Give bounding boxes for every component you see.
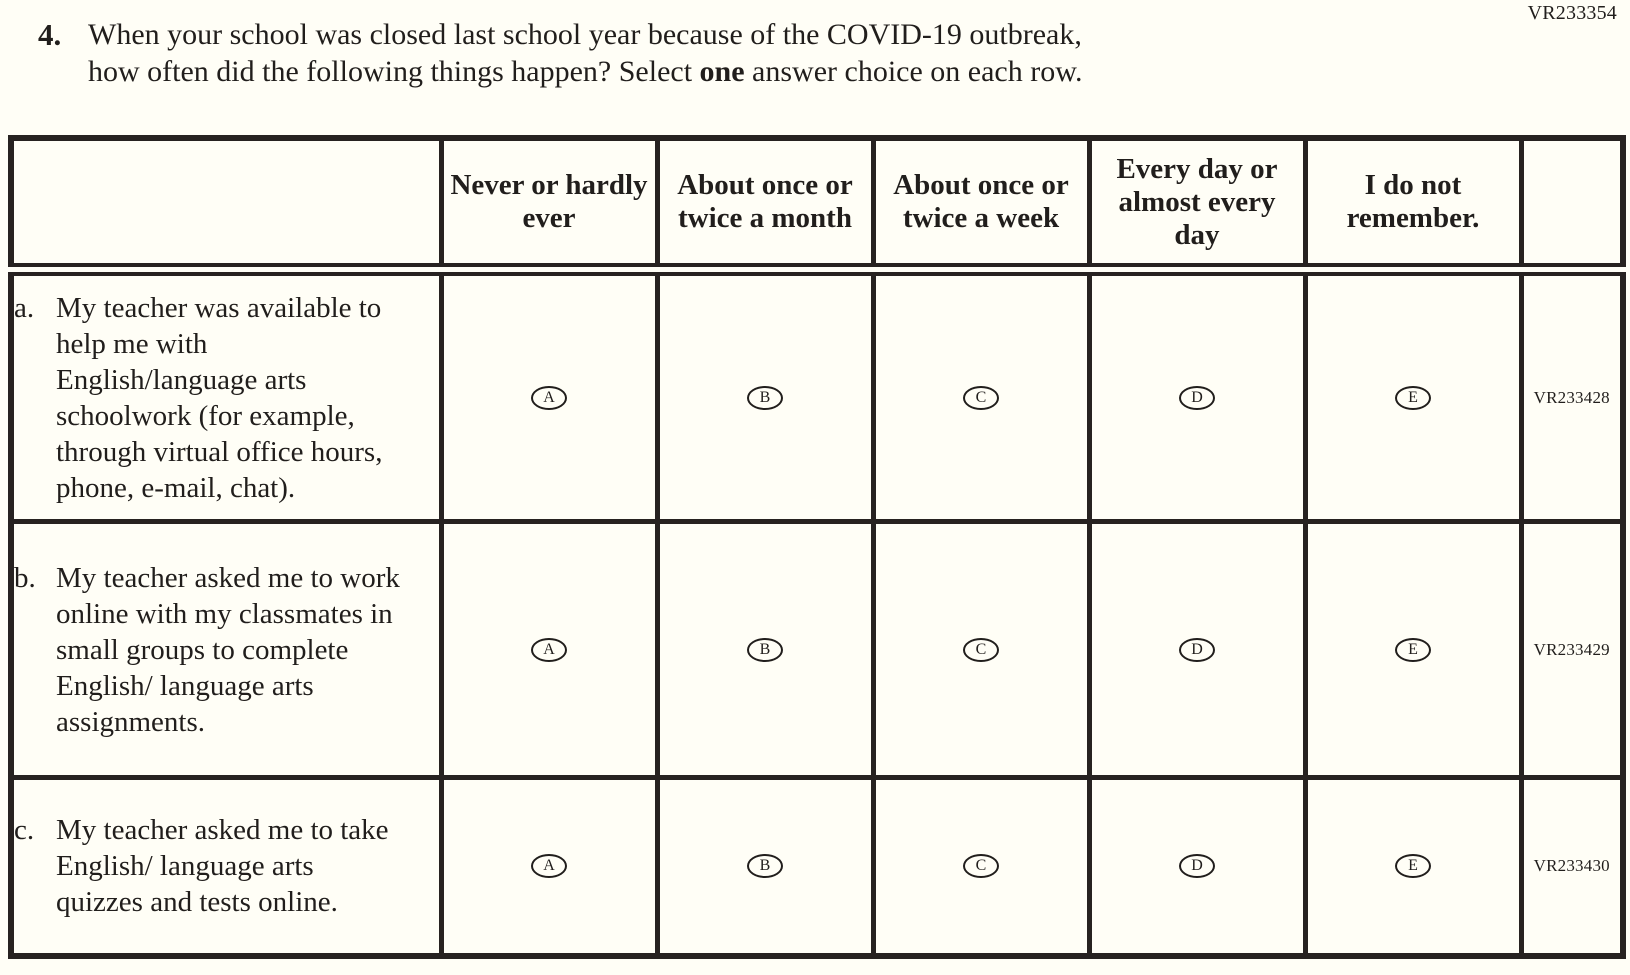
answer-bubble-b-E[interactable]: E	[1395, 638, 1431, 662]
row-stem-text: My teacher was available to help me with English/language arts schoolwork (for example, through virtual office hours, phone, e-mail, chat).	[56, 291, 383, 504]
question-number: 4.	[38, 17, 62, 52]
answer-bubble-c-E[interactable]: E	[1395, 854, 1431, 878]
row-stem-a	[11, 270, 441, 522]
row-stem-text: My teacher asked me to take English/ language arts quizzes and tests online.	[56, 814, 389, 919]
row-letter: c.	[14, 814, 35, 847]
item-code-a: VR233428	[1521, 270, 1623, 522]
table-row-c	[11, 778, 1623, 956]
question-text	[88, 16, 1082, 90]
answer-bubble-a-A[interactable]: A	[531, 386, 567, 410]
question-line-2-post: answer choice on each row.	[744, 55, 1083, 88]
answer-bubble-c-B[interactable]: B	[747, 854, 783, 878]
answer-matrix-table	[8, 135, 1626, 959]
column-header-never: Never or hardly ever	[441, 138, 657, 270]
answer-bubble-a-C[interactable]: C	[963, 386, 999, 410]
answer-bubble-a-E[interactable]: E	[1395, 386, 1431, 410]
header-row	[11, 138, 1623, 270]
column-header-once-twice-week: About once or twice a week	[873, 138, 1089, 270]
column-header-code-blank	[1521, 138, 1623, 270]
item-code-c: VR233430	[1521, 778, 1623, 956]
answer-bubble-c-D[interactable]: D	[1179, 854, 1215, 878]
column-header-every-day: Every day or almost every day	[1089, 138, 1305, 270]
table-row-a	[11, 270, 1623, 522]
answer-bubble-a-B[interactable]: B	[747, 386, 783, 410]
table-row-b	[11, 522, 1623, 778]
question-line-2-bold: one	[699, 55, 745, 88]
question-block	[38, 16, 1438, 90]
answer-bubble-b-B[interactable]: B	[747, 638, 783, 662]
question-line-1: When your school was closed last school year because of the COVID-19 outbreak,	[88, 18, 1082, 51]
column-header-once-twice-month: About once or twice a month	[657, 138, 873, 270]
row-letter: a.	[14, 291, 35, 324]
question-line-2	[88, 53, 1082, 90]
item-code-b: VR233429	[1521, 522, 1623, 778]
answer-bubble-c-C[interactable]: C	[963, 854, 999, 878]
row-stem-c	[11, 778, 441, 956]
answer-bubble-b-D[interactable]: D	[1179, 638, 1215, 662]
answer-bubble-b-C[interactable]: C	[963, 638, 999, 662]
answer-bubble-b-A[interactable]: A	[531, 638, 567, 662]
answer-bubble-c-A[interactable]: A	[531, 854, 567, 878]
column-header-blank	[11, 138, 441, 270]
page-form-code: VR233354	[1527, 2, 1617, 24]
row-stem-b	[11, 522, 441, 778]
answer-bubble-a-D[interactable]: D	[1179, 386, 1215, 410]
row-letter: b.	[14, 561, 36, 594]
row-stem-text: My teacher asked me to work online with my classmates in small groups to complete English/ language arts assignments.	[56, 561, 400, 738]
column-header-do-not-remember: I do not remember.	[1305, 138, 1521, 270]
question-line-2-pre: how often did the following things happen? Select	[88, 55, 700, 88]
